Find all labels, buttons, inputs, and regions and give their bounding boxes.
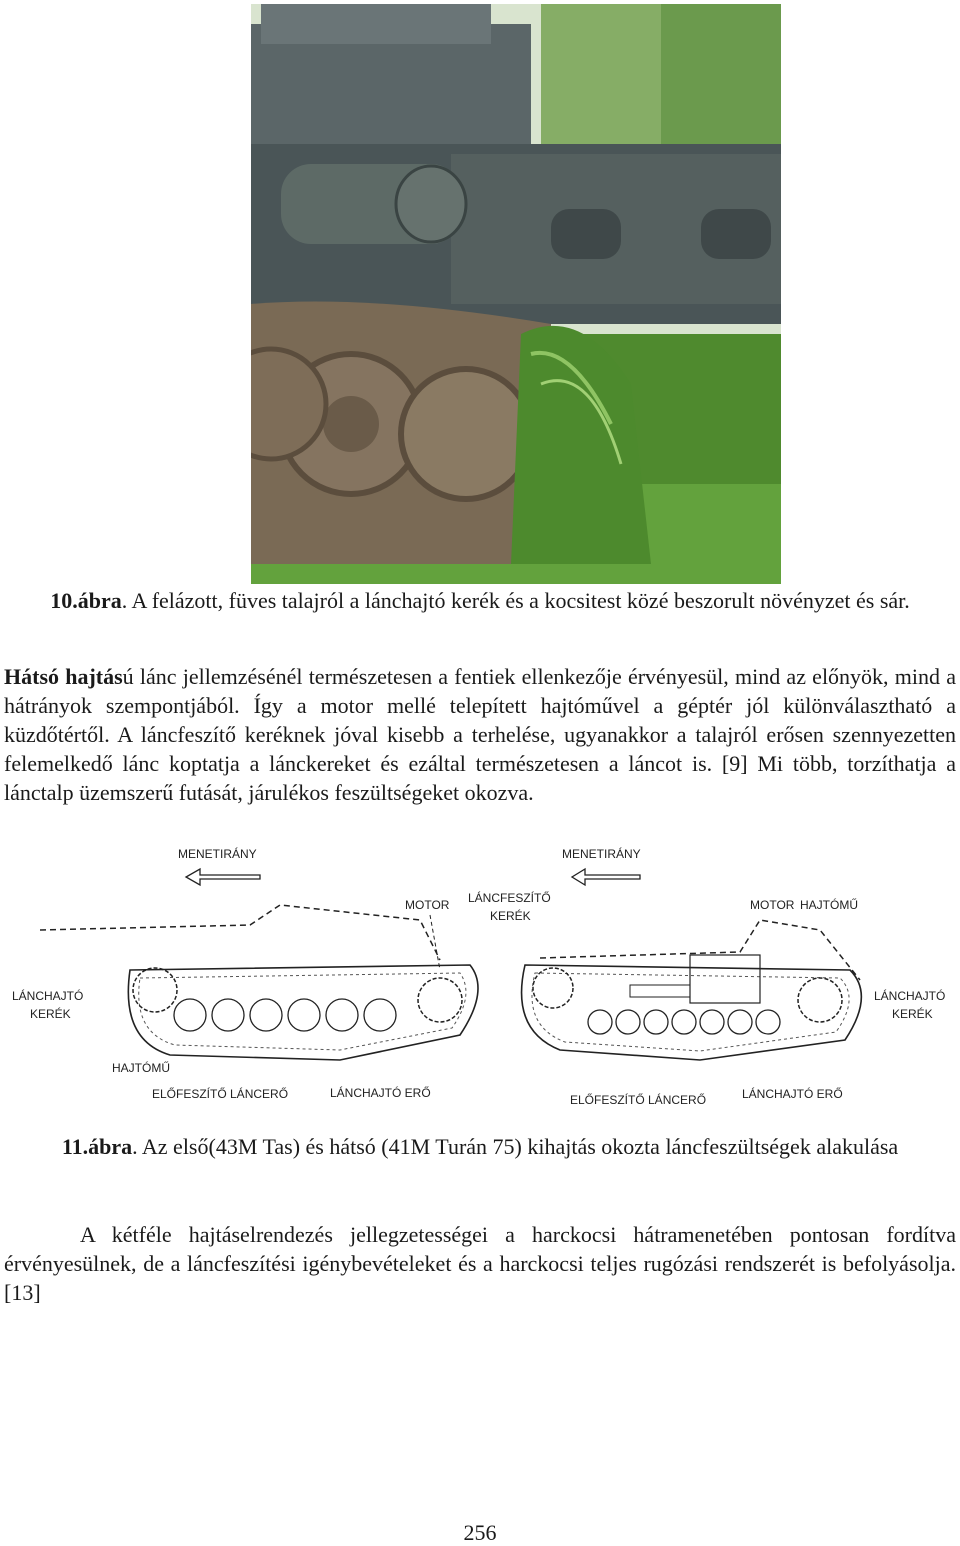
figure-10-label: 10.ábra: [50, 588, 122, 613]
page-number: 256: [463, 1520, 497, 1545]
figure-10-text: A felázott, füves talajról a lánchajtó kerék és a kocsitest közé beszorult növényzet és sár.: [131, 588, 910, 613]
paragraph-1-lead: Hátsó hajtás: [4, 664, 123, 689]
right-direction-arrow-icon: [572, 869, 640, 885]
track-tension-diagram: [0, 840, 960, 1120]
left-tank-diagram: [12, 846, 551, 1101]
body-paragraph-1: [4, 662, 956, 807]
right-sprocket-label-1: LÁNCHAJTÓ: [874, 989, 946, 1003]
figure-11-text: Az első(43M Tas) és hátsó (41M Turán 75) kihajtás okozta láncfeszültségek alakulása: [141, 1134, 899, 1159]
right-transmission-label: HAJTÓMŰ: [800, 898, 858, 912]
right-direction-label: MENETIRÁNY: [562, 847, 641, 861]
left-direction-arrow-icon: [186, 869, 260, 885]
left-sprocket-label-1: LÁNCHAJTÓ: [12, 989, 84, 1003]
figure-10-caption: 10.ábra. A felázott, füves talajról a lánchajtó kerék és a kocsitest közé beszorult növényzet és sár.: [50, 588, 910, 613]
left-idler-label-1: LÁNCFESZÍTŐ: [468, 891, 551, 905]
paragraph-1-body: ú lánc jellemzésénél természetesen a fentiek ellenkezője érvényesül, mind az előnyök, mind a hátrányok szempontjából. Így a motor mellé telepített hajtóművel a géptér jól különválasztható a küzdőtértől. A láncfeszítő keréknek jóval kisebb a terhelése, ugyanakkor a talajról erősen szennyezetten felemelkedő lánc koptatja a lánckereket és ezáltal természetesen a láncot is. [9] Mi több, torzíthatja a lánctalp üzemszerű futását, járulékos feszültségeket okozva.: [4, 664, 956, 805]
left-sprocket-label-2: KERÉK: [30, 1007, 71, 1021]
body-paragraph-2: A kétféle hajtáselrendezés jellegzetességei a harckocsi hátramenetében pontosan fordítva érvényesülnek, de a láncfeszítési igénybevételeket és a harckocsi teljes rugózási rendszerét is befolyásolja. [13]: [4, 1222, 956, 1305]
left-direction-label: MENETIRÁNY: [178, 847, 257, 861]
figure-11-label: 11.ábra: [61, 1134, 133, 1159]
right-tank-diagram: [522, 846, 946, 1107]
left-motor-label: MOTOR: [405, 898, 450, 912]
tank-photo: [251, 4, 781, 584]
left-pretension-label: ELŐFESZÍTŐ LÁNCERŐ: [152, 1087, 289, 1101]
right-pretension-label: ELŐFESZÍTŐ LÁNCERŐ: [570, 1093, 707, 1107]
right-motor-label: MOTOR: [750, 898, 795, 912]
right-drive-force-label: LÁNCHAJTÓ ERŐ: [742, 1087, 843, 1101]
left-drive-force-label: LÁNCHAJTÓ ERŐ: [330, 1086, 431, 1100]
left-transmission-label: HAJTÓMŰ: [112, 1061, 170, 1075]
right-sprocket-label-2: KERÉK: [892, 1007, 933, 1021]
left-idler-label-2: KERÉK: [490, 909, 531, 923]
figure-11-caption: 11.ábra. Az első(43M Tas) és hátsó (41M Turán 75) kihajtás okozta láncfeszültségek alakulása: [61, 1134, 899, 1159]
